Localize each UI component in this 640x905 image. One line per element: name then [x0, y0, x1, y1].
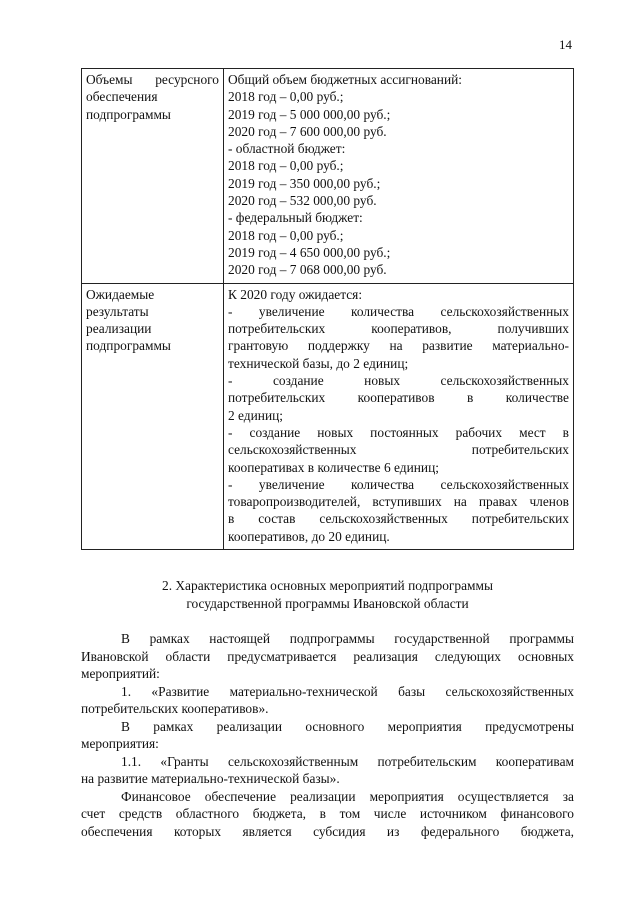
content-line: сельскохозяйственных потребительских	[228, 442, 569, 458]
section-heading	[81, 577, 574, 612]
content-line: в состав сельскохозяйственных потребительских	[228, 511, 569, 527]
paragraph-line: мероприятий:	[81, 666, 160, 681]
paragraph-line: обеспечения которых является субсидия из федерального бюджета,	[81, 823, 574, 839]
paragraph-line: Финансовое обеспечение реализации мероприятия осуществляется за	[121, 788, 574, 804]
row-content	[224, 283, 574, 549]
label-line: обеспечения	[86, 89, 158, 105]
paragraph	[81, 630, 574, 683]
content-line: 2019 год – 350 000,00 руб.;	[228, 175, 381, 191]
table-row	[82, 69, 574, 284]
page-number: 14	[559, 37, 572, 52]
content-line: потребительских кооперативов в количестве	[228, 390, 569, 406]
content-line: К 2020 году ожидается:	[228, 286, 363, 302]
content-line: Общий объем бюджетных ассигнований:	[228, 72, 463, 87]
label-line: подпрограммы	[86, 338, 171, 354]
label-line: Ожидаемые	[86, 286, 155, 302]
paragraph	[81, 788, 574, 841]
paragraph	[81, 718, 574, 753]
row-label	[82, 69, 224, 284]
content-line: 2018 год – 0,00 руб.;	[228, 227, 344, 243]
content-line: кооперативах в количестве 6 единиц;	[228, 459, 439, 475]
label-line: реализации	[86, 321, 152, 337]
paragraph-line: 1. «Развитие материально-технической базы сельскохозяйственных	[121, 683, 574, 699]
paragraph-line: потребительских кооперативов».	[81, 701, 269, 716]
content-line: 2018 год – 0,00 руб.;	[228, 158, 344, 174]
content-line: 2 единиц;	[228, 407, 284, 423]
content-line: - увеличение количества сельскохозяйственных	[228, 303, 569, 319]
content-line: 2020 год – 532 000,00 руб.	[228, 193, 377, 209]
paragraph-line: на развитие материально-технической базы».	[81, 771, 340, 786]
paragraph	[81, 683, 574, 718]
paragraph-line: В рамках реализации основного мероприятия предусмотрены	[121, 718, 574, 734]
content-line: - увеличение количества сельскохозяйственных	[228, 476, 569, 492]
paragraph-line: счет средств областного бюджета, в том числе источником финансового	[81, 806, 574, 821]
content-line: 2019 год – 4 650 000,00 руб.;	[228, 244, 391, 260]
subprogram-passport-table	[81, 68, 574, 550]
label-line: подпрограммы	[86, 106, 171, 122]
content-line: - создание новых сельскохозяйственных	[228, 373, 569, 389]
content-line: 2020 год – 7 600 000,00 руб.	[228, 123, 387, 139]
content-line: - областной бюджет:	[228, 141, 346, 157]
row-content	[224, 69, 574, 284]
content-line: товаропроизводителей, вступивших на правах членов	[228, 494, 569, 510]
content-line: грантовую поддержку на развитие материально-	[228, 338, 569, 354]
content-line: 2018 год – 0,00 руб.;	[228, 89, 344, 105]
content-line: технической базы, до 2 единиц;	[228, 355, 409, 371]
paragraph-line: В рамках настоящей подпрограммы государственной программы	[121, 631, 574, 646]
content-line: потребительских кооперативов, получивших	[228, 321, 569, 337]
heading-line: 2. Характеристика основных мероприятий подпрограммы	[162, 578, 493, 593]
content-line: - создание новых постоянных рабочих мест в	[228, 424, 569, 440]
paragraph-line: Ивановской области предусматривается реализация следующих основных	[81, 648, 574, 664]
paragraph-line: мероприятия:	[81, 736, 159, 751]
table-row	[82, 283, 574, 549]
paragraph	[81, 753, 574, 788]
label-line: результаты	[86, 303, 149, 319]
heading-line: государственной программы Ивановской области	[186, 595, 469, 611]
paragraph-line: 1.1. «Гранты сельскохозяйственным потребительским кооперативам	[121, 753, 574, 769]
content-line: - федеральный бюджет:	[228, 210, 363, 226]
content-line: кооперативов, до 20 единиц.	[228, 528, 390, 544]
label-line: Объемы ресурсного	[86, 72, 219, 87]
row-label	[82, 283, 224, 549]
content-line: 2019 год – 5 000 000,00 руб.;	[228, 106, 391, 122]
section-body	[81, 630, 574, 840]
content-line: 2020 год – 7 068 000,00 руб.	[228, 262, 387, 278]
